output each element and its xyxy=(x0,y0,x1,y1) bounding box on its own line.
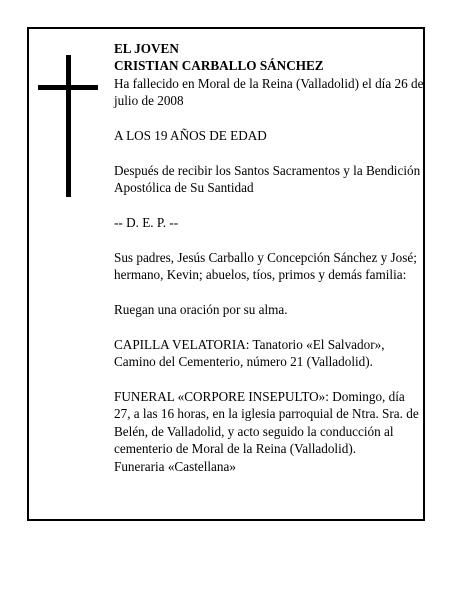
death-info: Ha fallecido en Moral de la Reina (Valladolid) el día 26 de julio de 2008 xyxy=(114,75,424,109)
funeral-block xyxy=(114,388,424,475)
notice-heading: EL JOVEN xyxy=(114,41,179,56)
cross-horizontal-bar xyxy=(38,85,98,90)
family-line: Sus padres, Jesús Carballo y Concepción Sánchez y José; hermano, Kevin; abuelos, tíos, primos y demás familia: xyxy=(114,249,417,283)
rip-line: -- D. E. P. -- xyxy=(114,215,179,231)
header-block xyxy=(114,40,424,110)
obituary-text xyxy=(114,40,424,492)
chapel-info: CAPILLA VELATORIA: Tanatorio «El Salvador», Camino del Cementerio, número 21 (Valladolid). xyxy=(114,336,385,370)
prayer-request: Ruegan una oración por su alma. xyxy=(114,302,288,318)
deceased-name: CRISTIAN CARBALLO SÁNCHEZ xyxy=(114,58,324,74)
sacraments-line: Después de recibir los Santos Sacramentos y la Bendición Apostólica de Su Santidad xyxy=(114,162,421,196)
funeral-info: FUNERAL «CORPORE INSEPULTO»: Domingo, día 27, a las 16 horas, en la iglesia parroquial de Ntra. Sra. de Belén, de Valladolid, y acto seguido la conducción al cementerio de Moral de la Reina (Valladolid). xyxy=(114,389,419,457)
age-line: A LOS 19 AÑOS DE EDAD xyxy=(114,128,267,144)
funeral-home: Funeraria «Castellana» xyxy=(114,458,236,474)
cross-icon xyxy=(38,55,98,197)
cross-vertical-bar xyxy=(66,55,71,197)
